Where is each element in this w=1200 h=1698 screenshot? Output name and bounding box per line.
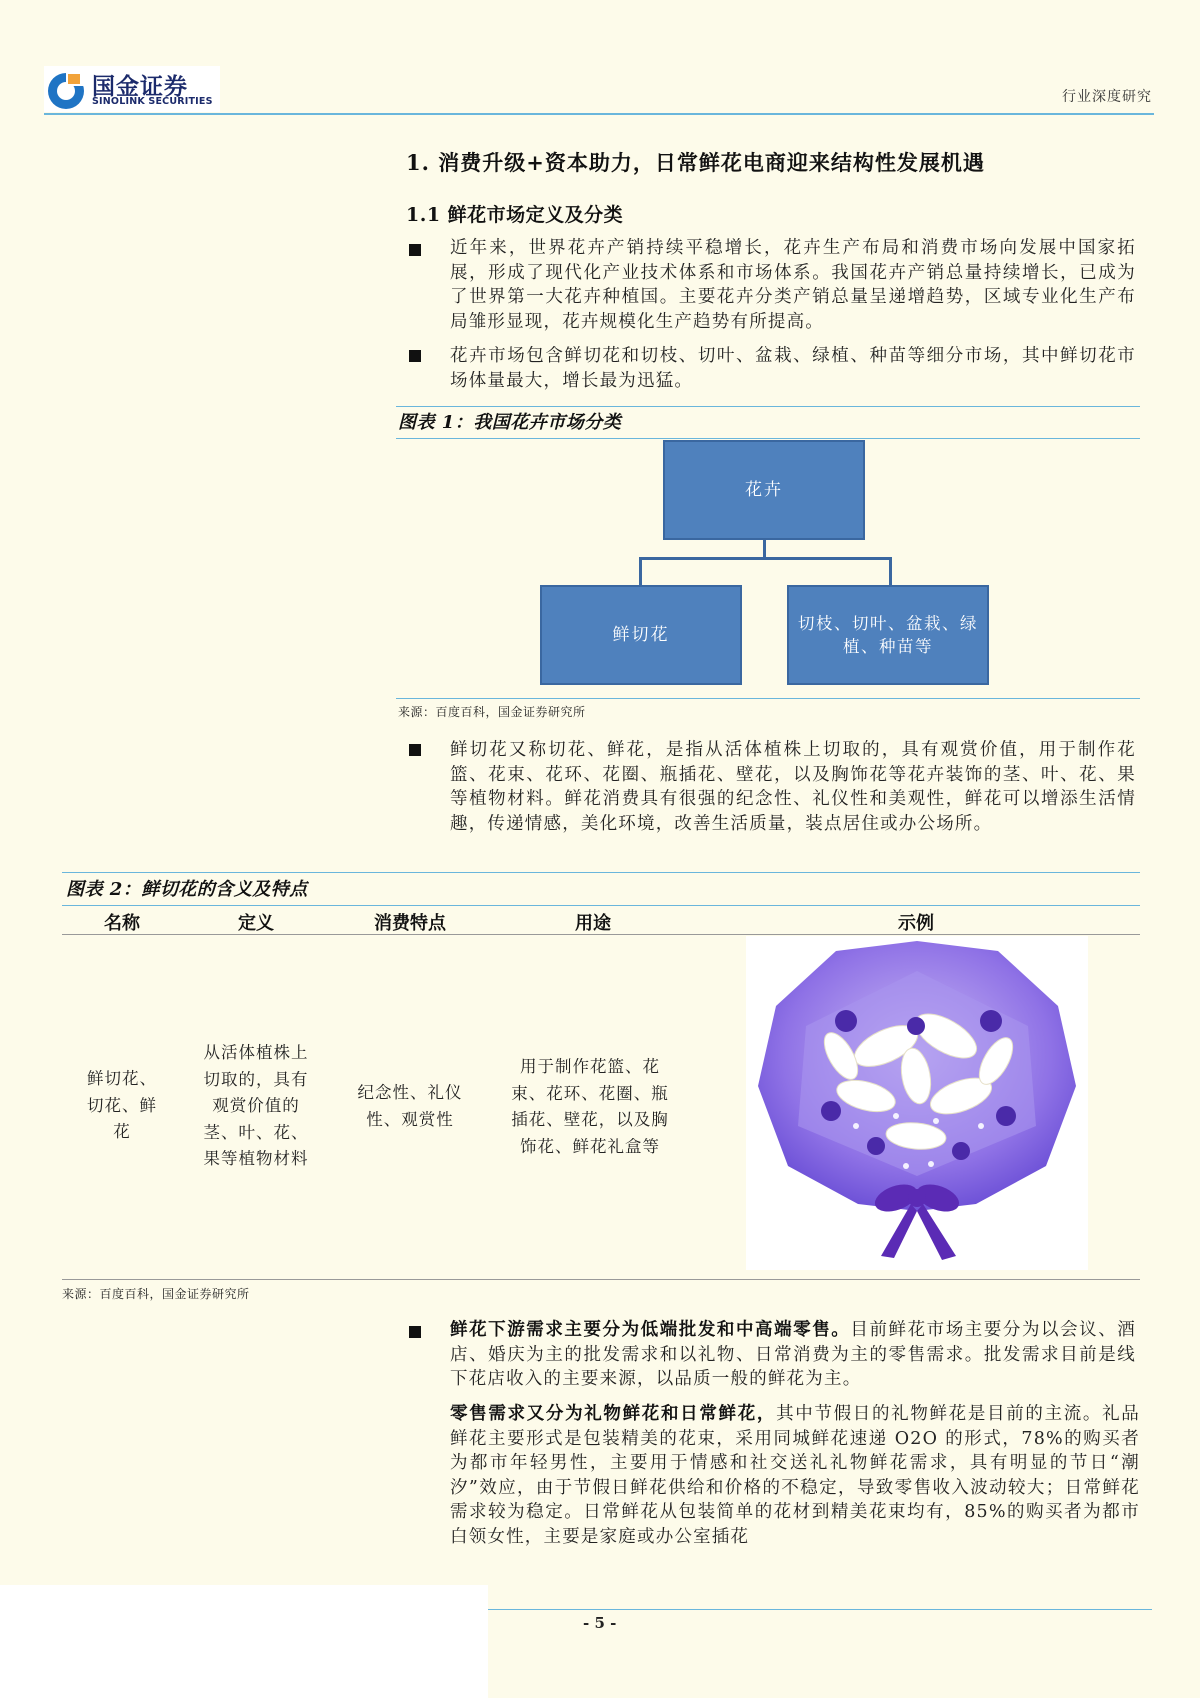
table-header-rule [62, 934, 1140, 935]
diagram-node-label: 鲜切花 [612, 624, 670, 645]
bullet-icon [409, 1326, 421, 1338]
table-cell-name [72, 1066, 172, 1146]
diagram-node-other-categories [787, 585, 989, 685]
subsection-heading: 1.1 鲜花市场定义及分类 [406, 204, 624, 226]
paragraph-1: 近年来，世界花卉产销持续平稳增长，花卉生产布局和消费市场向发展中国家拓展，形成了现代化产业技术体系和市场体系。我国花卉产销总量持续增长，已成为了世界第一大花卉种植国。主要花卉分类产销总量呈递增趋势，区域专业化生产布局雏形显现，花卉规模化生产趋势有所提高。 [450, 238, 1136, 332]
figure-1-bottom-rule [396, 698, 1140, 699]
paragraph-4 [450, 1318, 1136, 1392]
page-number: - 5 - [583, 1614, 617, 1632]
cell-line: 切取的，具有 [203, 1069, 309, 1089]
diagram-connector [639, 557, 892, 560]
diagram-node-label: 植、种苗等 [843, 637, 933, 656]
cell-line: 性、观赏性 [366, 1109, 454, 1129]
diagram-connector [763, 540, 766, 558]
report-category: 行业深度研究 [1062, 89, 1152, 105]
paragraph-5 [450, 1402, 1140, 1549]
cell-line: 观赏价值的 [212, 1096, 300, 1115]
figure-2-title: 图表 2：鲜切花的含义及特点 [66, 879, 308, 900]
flower-bouquet-icon [746, 936, 1088, 1270]
cell-line: 花 [113, 1122, 131, 1141]
footer-rule [488, 1609, 1152, 1610]
figure-2-source: 来源：百度百科，国金证券研究所 [62, 1287, 250, 1301]
diagram-connector [889, 557, 892, 585]
paragraph-4-lead: 鲜花下游需求主要分为低端批发和中高端零售。 [450, 1320, 851, 1340]
table-header-usage: 用途 [575, 913, 611, 934]
diagram-root-node [663, 440, 865, 540]
table-cell-traits [340, 1080, 480, 1133]
figure-1-title-rule [396, 438, 1140, 439]
figure-2-top-rule [62, 872, 1140, 873]
cell-line: 束、花环、花圈、瓶 [511, 1083, 669, 1103]
figure-1-title: 图表 1：我国花卉市场分类 [398, 412, 622, 433]
table-header-traits: 消费特点 [374, 913, 446, 934]
diagram-root-label: 花卉 [745, 479, 783, 500]
table-header-name: 名称 [104, 913, 140, 934]
company-logo [44, 66, 220, 112]
logo-english-name: SINOLINK SECURITIES [92, 96, 213, 107]
paragraph-3: 鲜切花又称切花、鲜花，是指从活体植株上切取的，具有观赏价值，用于制作花篮、花束、花环、花圈、瓶插花、壁花，以及胸饰花等花卉装饰的茎、叶、花、果等植物材料。鲜花消费具有很强的纪念性、礼仪性和美观性，鲜花可以增添生活情趣，传递情感，美化环境，改善生活质量，装点居住或办公场所。 [450, 740, 1136, 834]
diagram-node-fresh-cut-flowers [540, 585, 742, 685]
paragraph-4-body: 目前鲜花市场主要分为以会议、酒店、婚庆为主的批发需求和以礼物、日常消费为主的零售需求。批发需求目前是线下花店收入的主要来源，以品质一般的鲜花为主。 [450, 1320, 1137, 1389]
table-cell-usage [490, 1054, 690, 1160]
cell-line: 果等植物材料 [203, 1149, 309, 1168]
table-header-definition: 定义 [238, 913, 274, 934]
footer-blank-area [0, 1585, 488, 1698]
bouquet-image [746, 936, 1088, 1270]
cell-line: 纪念性、礼仪 [357, 1083, 463, 1102]
cell-line: 用于制作花篮、花 [520, 1057, 660, 1076]
paragraph-5-body: 其中节假日的礼物鲜花是目前的主流。礼品鲜花主要形式是包装精美的花束，采用同城鲜花速递 O2O 的形式，78%的购买者为都市年轻男性，主要用于情感和社交送礼礼物鲜花需求，具有明显的节日“潮汐”效应，由于节假日鲜花供给和价格的不稳定，导致零售收入波动较大；日常鲜花需求较为稳定。日常鲜花从包装简单的花材到精美花束均有，85%的购买者为都市白领女性，主要是家庭或办公室插花 [450, 1404, 1140, 1547]
cell-line: 鲜切花、 [87, 1069, 157, 1088]
cell-line: 茎、叶、花、 [203, 1122, 309, 1142]
bullet-icon [409, 744, 421, 756]
figure-1-top-rule [396, 406, 1140, 407]
figure-2-bottom-rule [62, 1279, 1140, 1280]
paragraph-2: 花卉市场包含鲜切花和切枝、切叶、盆栽、绿植、种苗等细分市场，其中鲜切花市场体量最大，增长最为迅猛。 [450, 346, 1136, 391]
diagram-connector [639, 557, 642, 585]
cell-line: 从活体植株上 [203, 1043, 309, 1062]
cell-line: 饰花、鲜花礼盒等 [520, 1136, 660, 1156]
paragraph-5-lead: 零售需求又分为礼物鲜花和日常鲜花， [450, 1404, 777, 1424]
bullet-icon [409, 350, 421, 362]
diagram-node-label: 切枝、切叶、盆栽、绿 [798, 614, 978, 633]
figure-1-source: 来源：百度百科，国金证券研究所 [398, 705, 586, 719]
cell-line: 插花、壁花，以及胸 [511, 1110, 669, 1129]
logo-chinese-name: 国金证券 [92, 74, 188, 100]
sinolink-logo-icon [46, 70, 86, 110]
figure-2-title-rule [62, 905, 1140, 906]
table-header-example: 示例 [898, 913, 934, 934]
bullet-icon [409, 244, 421, 256]
table-cell-definition [186, 1040, 326, 1173]
header-rule [44, 113, 1154, 115]
section-heading: 1. 消费升级+资本助力，日常鲜花电商迎来结构性发展机遇 [406, 150, 985, 175]
cell-line: 切花、鲜 [87, 1095, 157, 1115]
